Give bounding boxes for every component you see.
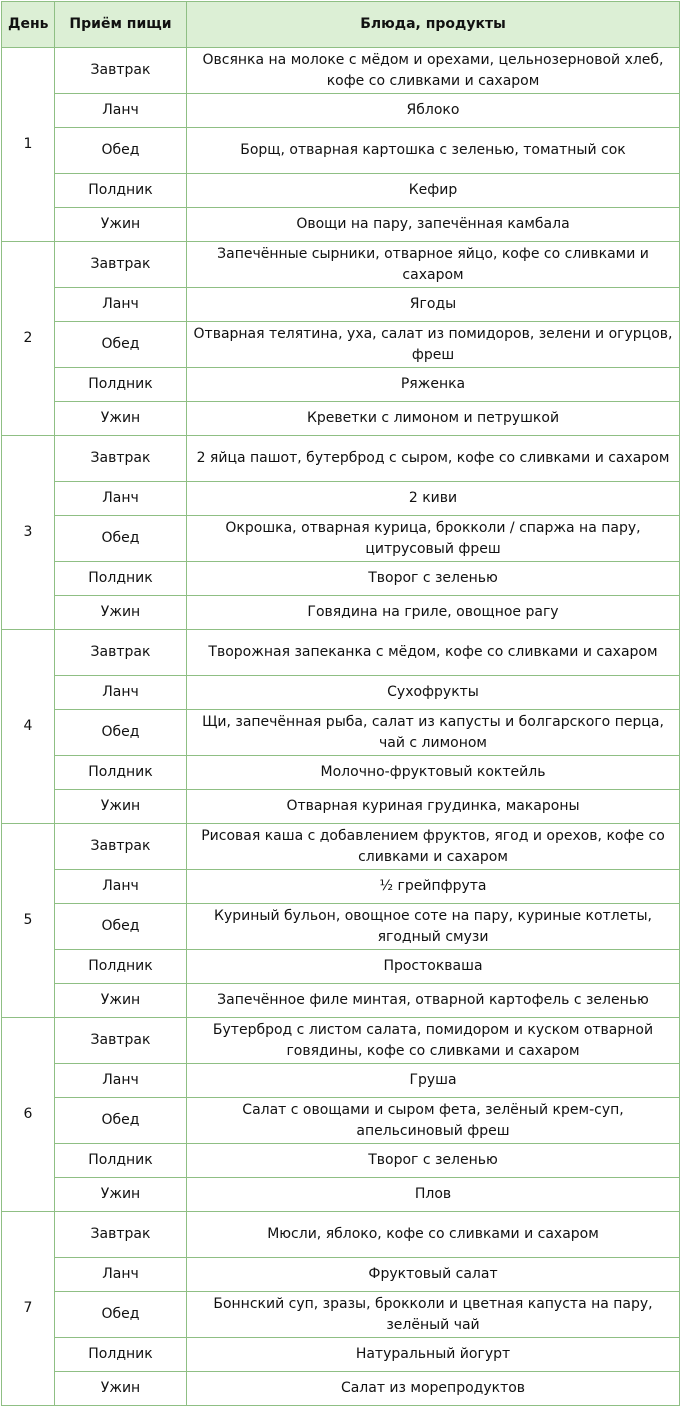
meal-cell: Завтрак bbox=[55, 242, 187, 288]
meal-cell: Ланч bbox=[55, 1064, 187, 1098]
table-row bbox=[2, 562, 680, 596]
dishes-cell: Натуральный йогурт bbox=[187, 1338, 680, 1372]
table-row bbox=[2, 870, 680, 904]
dishes-cell: Куриный бульон, овощное соте на пару, куриные котлеты, ягодный смузи bbox=[187, 904, 680, 950]
header-row bbox=[2, 2, 680, 48]
dishes-cell: Фруктовый салат bbox=[187, 1258, 680, 1292]
meal-cell: Обед bbox=[55, 710, 187, 756]
table-row bbox=[2, 790, 680, 824]
table-row bbox=[2, 516, 680, 562]
dishes-cell: Щи, запечённая рыба, салат из капусты и болгарского перца, чай с лимоном bbox=[187, 710, 680, 756]
meal-cell: Ужин bbox=[55, 1372, 187, 1406]
table-row bbox=[2, 128, 680, 174]
table-row bbox=[2, 402, 680, 436]
dishes-cell: Простокваша bbox=[187, 950, 680, 984]
table-row bbox=[2, 436, 680, 482]
table-row bbox=[2, 288, 680, 322]
dishes-cell: Салат с овощами и сыром фета, зелёный крем-суп, апельсиновый фреш bbox=[187, 1098, 680, 1144]
header-day: День bbox=[2, 2, 55, 48]
header-dishes: Блюда, продукты bbox=[187, 2, 680, 48]
table-row bbox=[2, 676, 680, 710]
dishes-cell: Запечённые сырники, отварное яйцо, кофе со сливками и сахаром bbox=[187, 242, 680, 288]
meal-cell: Обед bbox=[55, 322, 187, 368]
table-row bbox=[2, 322, 680, 368]
table-row bbox=[2, 48, 680, 94]
table-row bbox=[2, 1064, 680, 1098]
dishes-cell: Боннский суп, зразы, брокколи и цветная капуста на пару, зелёный чай bbox=[187, 1292, 680, 1338]
dishes-cell: 2 яйца пашот, бутерброд с сыром, кофе со сливками и сахаром bbox=[187, 436, 680, 482]
dishes-cell: Мюсли, яблоко, кофе со сливками и сахаром bbox=[187, 1212, 680, 1258]
table-row bbox=[2, 368, 680, 402]
meal-cell: Ланч bbox=[55, 288, 187, 322]
dishes-cell: ½ грейпфрута bbox=[187, 870, 680, 904]
dishes-cell: Плов bbox=[187, 1178, 680, 1212]
dishes-cell: Молочно-фруктовый коктейль bbox=[187, 756, 680, 790]
dishes-cell: Отварная телятина, уха, салат из помидоров, зелени и огурцов, фреш bbox=[187, 322, 680, 368]
meal-cell: Полдник bbox=[55, 562, 187, 596]
day-number-cell: 7 bbox=[2, 1212, 55, 1406]
meal-cell: Ужин bbox=[55, 984, 187, 1018]
meal-cell: Завтрак bbox=[55, 824, 187, 870]
table-row bbox=[2, 94, 680, 128]
meal-cell: Полдник bbox=[55, 950, 187, 984]
meal-cell: Обед bbox=[55, 1292, 187, 1338]
meal-cell: Ужин bbox=[55, 790, 187, 824]
dishes-cell: Окрошка, отварная курица, брокколи / спаржа на пару, цитрусовый фреш bbox=[187, 516, 680, 562]
meal-cell: Ужин bbox=[55, 1178, 187, 1212]
meal-cell: Полдник bbox=[55, 368, 187, 402]
day-number-cell: 1 bbox=[2, 48, 55, 242]
meal-cell: Полдник bbox=[55, 174, 187, 208]
dishes-cell: Яблоко bbox=[187, 94, 680, 128]
meal-cell: Ланч bbox=[55, 94, 187, 128]
table-row bbox=[2, 1144, 680, 1178]
table-row bbox=[2, 630, 680, 676]
table-row bbox=[2, 824, 680, 870]
meal-cell: Завтрак bbox=[55, 1018, 187, 1064]
day-number-cell: 5 bbox=[2, 824, 55, 1018]
dishes-cell: 2 киви bbox=[187, 482, 680, 516]
dishes-cell: Креветки с лимоном и петрушкой bbox=[187, 402, 680, 436]
table-row bbox=[2, 1018, 680, 1064]
dishes-cell: Кефир bbox=[187, 174, 680, 208]
dishes-cell: Творог с зеленью bbox=[187, 1144, 680, 1178]
meal-cell: Ужин bbox=[55, 596, 187, 630]
table-row bbox=[2, 904, 680, 950]
dishes-cell: Запечённое филе минтая, отварной картофель с зеленью bbox=[187, 984, 680, 1018]
table-body bbox=[2, 48, 680, 1406]
table-row bbox=[2, 756, 680, 790]
meal-cell: Завтрак bbox=[55, 630, 187, 676]
dishes-cell: Ягоды bbox=[187, 288, 680, 322]
meal-cell: Ужин bbox=[55, 208, 187, 242]
dishes-cell: Груша bbox=[187, 1064, 680, 1098]
meal-cell: Завтрак bbox=[55, 436, 187, 482]
table-row bbox=[2, 1098, 680, 1144]
table-row bbox=[2, 174, 680, 208]
table-row bbox=[2, 710, 680, 756]
meal-cell: Обед bbox=[55, 904, 187, 950]
meal-plan-table bbox=[1, 1, 680, 1406]
dishes-cell: Творог с зеленью bbox=[187, 562, 680, 596]
dishes-cell: Рисовая каша с добавлением фруктов, ягод и орехов, кофе со сливками и сахаром bbox=[187, 824, 680, 870]
dishes-cell: Говядина на гриле, овощное рагу bbox=[187, 596, 680, 630]
day-number-cell: 3 bbox=[2, 436, 55, 630]
meal-cell: Полдник bbox=[55, 1338, 187, 1372]
meal-cell: Полдник bbox=[55, 1144, 187, 1178]
meal-cell: Завтрак bbox=[55, 48, 187, 94]
dishes-cell: Бутерброд с листом салата, помидором и куском отварной говядины, кофе со сливками и сахаром bbox=[187, 1018, 680, 1064]
meal-cell: Завтрак bbox=[55, 1212, 187, 1258]
dishes-cell: Ряженка bbox=[187, 368, 680, 402]
table-row bbox=[2, 950, 680, 984]
table-row bbox=[2, 1258, 680, 1292]
day-number-cell: 2 bbox=[2, 242, 55, 436]
day-number-cell: 6 bbox=[2, 1018, 55, 1212]
table-row bbox=[2, 1178, 680, 1212]
day-number-cell: 4 bbox=[2, 630, 55, 824]
dishes-cell: Борщ, отварная картошка с зеленью, томатный сок bbox=[187, 128, 680, 174]
meal-cell: Ланч bbox=[55, 870, 187, 904]
table-row bbox=[2, 1212, 680, 1258]
dishes-cell: Сухофрукты bbox=[187, 676, 680, 710]
table-row bbox=[2, 482, 680, 516]
meal-cell: Обед bbox=[55, 128, 187, 174]
table-row bbox=[2, 596, 680, 630]
dishes-cell: Отварная куриная грудинка, макароны bbox=[187, 790, 680, 824]
table-row bbox=[2, 984, 680, 1018]
dishes-cell: Творожная запеканка с мёдом, кофе со сливками и сахаром bbox=[187, 630, 680, 676]
dishes-cell: Салат из морепродуктов bbox=[187, 1372, 680, 1406]
meal-cell: Полдник bbox=[55, 756, 187, 790]
table-row bbox=[2, 208, 680, 242]
meal-cell: Ужин bbox=[55, 402, 187, 436]
table-row bbox=[2, 1292, 680, 1338]
meal-cell: Ланч bbox=[55, 1258, 187, 1292]
table-row bbox=[2, 242, 680, 288]
meal-cell: Ланч bbox=[55, 676, 187, 710]
table-row bbox=[2, 1338, 680, 1372]
dishes-cell: Овсянка на молоке с мёдом и орехами, цельнозерновой хлеб, кофе со сливками и сахаром bbox=[187, 48, 680, 94]
meal-cell: Обед bbox=[55, 516, 187, 562]
meal-cell: Ланч bbox=[55, 482, 187, 516]
dishes-cell: Овощи на пару, запечённая камбала bbox=[187, 208, 680, 242]
header-meal: Приём пищи bbox=[55, 2, 187, 48]
table-row bbox=[2, 1372, 680, 1406]
meal-cell: Обед bbox=[55, 1098, 187, 1144]
